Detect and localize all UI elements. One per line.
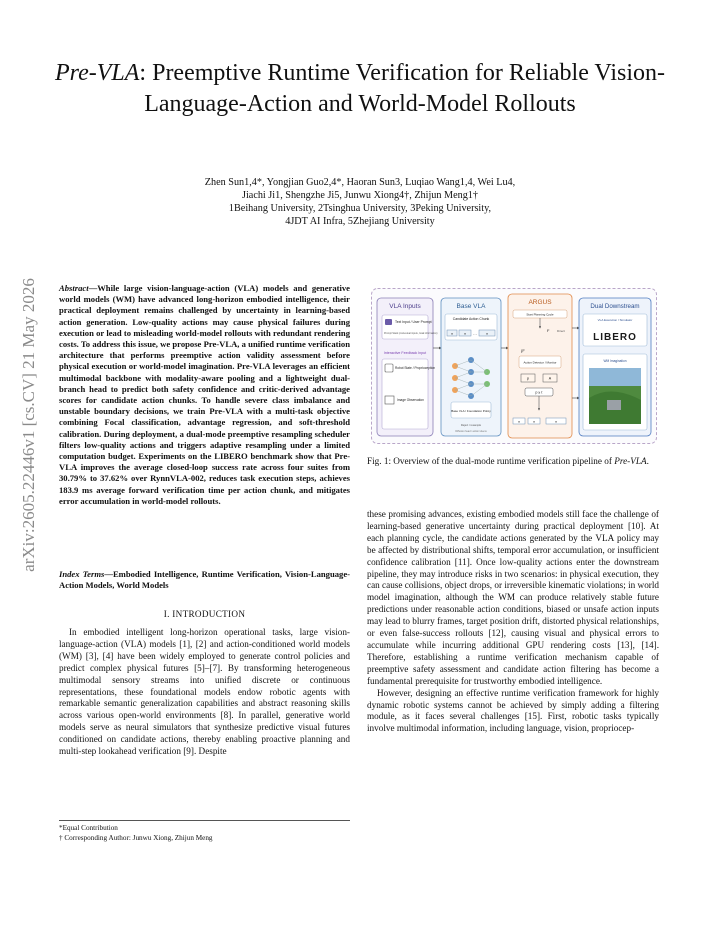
chunk-c: a [486,331,488,336]
candidate-chunk-label: Candidate Action Chunk [452,317,490,321]
start-cycle-label: Start Planning Cycle [526,312,554,317]
authors-line-1: Zhen Sun1,4*, Yongjian Guo2,4*, Haoran Sun3, Luqiao Wang1,4, Wei Lu4, [204,177,516,188]
abstract-text: —While large vision-language-action (VLA) models and generative world models (WM) have advanced long-horizon embodied intelligence, their practical deployment remains challenged by uncertainty in learning-based action generation. Low-quality actions may cause physical failures during execution or lead to misleading world-model rollouts with redundant rendering costs. To address this issue, we propose Pre-VLA, a unified runtime verification architecture that performs preemptive action validity assessment before physical execution or world-model imagination. Pre-VLA leverages an efficient multimodal backbone with modality-aware pooling and a lightweight dual-branch head to predict both safety confidence and critic-derived advantage scores for candidate action chunks. To handle severe class imbalance and unstable boundary decisions, we train Pre-VLA with a multi-task objective combining Focal classification, advantage regression, and soft-threshold calibration. During deployment, a dual-mode preemptive resampling scheduler filters low-quality actions and triggers adaptive resampling under a limited computation budget. Experiments on the LIBERO benchmark show that Pre-VLA improves the average closed-loop success rate across four suites from 30.79% to 37.62% over RynnVLA-002, reduces task execution steps, achieves 183.9 ms average forward verification time per action chunk, and mitigates error accumulation in world-model rollouts. [59,283,350,506]
title-italic: Pre-VLA [55,60,140,86]
arxiv-stamp [14,260,44,590]
caption-prefix: Fig. 1: Overview of the dual-mode runtime verification pipeline of [367,456,615,466]
image-observation-label: Image Observation [397,398,424,402]
right-paragraph-1: these promising advances, existing embodied models still face the challenge of learning-based generative uncertainty during practical deployment [10]. At each planning cycle, the candidate actions generated by the VLA policy may be affected by distributional shifts, temporal error accumulation, or insufficient confidence calibration [11]. Once low-quality actions enter the downstream pipeline, they may introduce risks in two scenarios: in physical execution, they can cause collisions, object drops, or irreversible kinematic violations; in world model imagination, although the WM can produce relatively stable future predictions under reasonable action conditions, biased or unsafe action inputs may lead to blurry frames, target position drift, distorted physical relationships, or even false-success rollouts [12], causing visual and physical errors to accumulate while incurring additional GPU rendering costs [13], [14]. Therefore, establishing a runtime verification mechanism capable of preemptive safety assessment and candidate action filtering has become a fundamental prerequisite for trustworthy embodied intelligence. [367,509,659,686]
chunk-a: a [451,331,453,336]
wm-imagination-label: WM Imagination [603,359,627,363]
caption-italic: Pre-VLA [614,456,647,466]
libero-logo: LIBERO [593,332,637,343]
chunk-b: a [464,331,466,336]
base-policy-label: Base VLA / Foundation Policy [451,409,491,413]
out-chunk-a: a [518,419,520,424]
footnotes [59,820,350,843]
paper-title [40,58,680,120]
diffusion-note: Diffusion head / action tokens [455,430,487,433]
f-chain-label: {F [521,348,525,353]
index-terms [59,569,350,591]
intro-paragraph: In embodied intelligent long-horizon operational tasks, large vision-language-action (VLA) models [1], [2] and action-conditioned world models (WM) [3], [4] have been widely employed to generate control policies and predict complex physical futures [5]–[7]. By transforming heterogeneous multimodal sensory streams into unified discrete or continuous representations, these foundational models endow robotic agents with remarkable semantic generalization capabilities and abstract reasoning skills across various open-world environments [8]. In parallel, generative world models serve as neural simulators that synthesize predictive visual futures conditioned on candidate actions, thereby enabling proactive planning and multi-step lookahead verification [9]. Despite [59,627,350,757]
index-terms-text: —Embodied Intelligence, Runtime Verification, Vision-Language-Action Models, World Models [59,569,350,591]
author-block [60,176,660,228]
right-paragraph-2: However, designing an effective runtime verification framework for highly dynamic robotic systems cannot be achieved by simply adding a filtering module, as it faces several challenges [15]. First, robotic tasks typically involve multimodal information, including language, vision, propriocep- [367,687,659,734]
title-rest: : Preemptive Runtime Verification for Reliable Vision-Language-Action and World-Model Rollouts [139,60,665,117]
panel-argus-title: ARGUS [528,299,552,306]
reject-note: Reject / resample [460,424,482,427]
arxiv-stamp-text: arXiv:2605.22446v1 [cs.CV] 21 May 2026 [19,278,38,572]
panel-base-vla-title: Base VLA [456,303,486,310]
chunk-dots: … [473,331,477,336]
introduction-left-column [59,627,350,758]
footnote-corresponding: † Corresponding Author: Junwu Xiong, Zhijun Meng [59,833,213,842]
section-heading-introduction: I. INTRODUCTION [163,609,246,619]
figure-caption [367,455,659,467]
out-chunk-b: a [533,419,535,424]
caption-suffix: . [646,456,649,466]
authors-line-2: Jiachi Ji1, Shengzhe Ji5, Junwu Xiong4†, Zhijun Meng1† [242,190,478,201]
action-detector-label: Action Detector / Monitor [523,360,557,365]
direct-label: Direct [557,329,565,333]
vla-execution-label: VLA Execution / Simulator [597,318,633,322]
robot-state-label: Robot State / Proprioception [395,366,436,370]
figure-1 [371,288,657,444]
world-model-image-icon [589,368,641,424]
index-terms-label: Index Terms [59,569,105,579]
a-label: A [548,376,552,381]
f-direct-label: F [547,328,550,333]
affiliations-line-2: 4JDT AI Infra, 5Zhejiang University [285,216,435,227]
affiliations-line-1: 1Beihang University, 2Tsinghua University, 3Peking University, [228,203,492,214]
p-label: p [527,376,529,381]
abstract-label: Abstract [59,283,89,293]
text-input-label: Text Input / User Prompt [395,320,432,324]
threshold-label: p ≥ τ [535,390,543,395]
interactive-feedback-label: Interactive Feedback Input [383,351,427,355]
footnote-equal: *Equal Contribution [59,824,118,832]
right-column-text [367,509,659,735]
abstract [59,283,350,507]
text-input-sublabel: Prompt Stack (contextual inputs, Goal information) [384,332,438,335]
text-icon [385,319,392,325]
out-chunk-c: a [555,419,557,424]
panel-vla-inputs-title: VLA Inputs [389,303,421,310]
panel-dual-downstream-title: Dual Downstream [590,303,640,310]
